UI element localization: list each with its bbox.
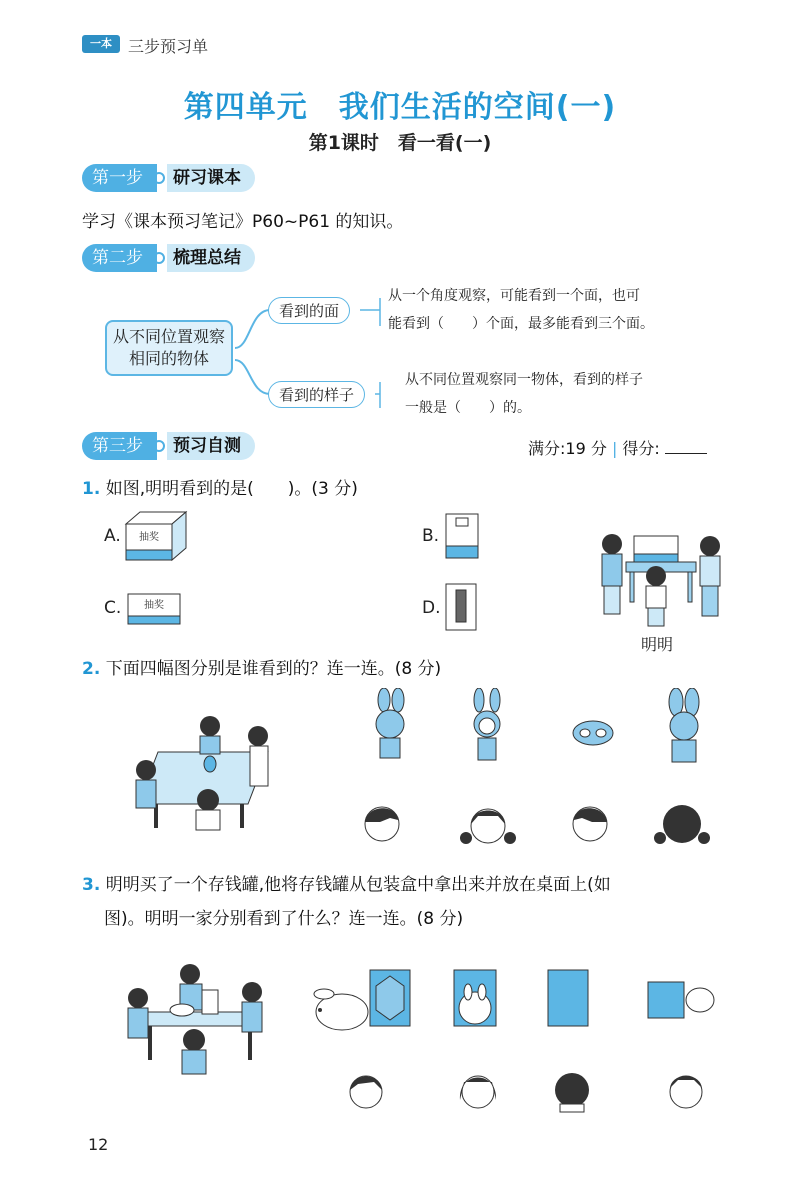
score-separator: |: [611, 439, 618, 458]
step-1-header: [82, 164, 255, 192]
bank-view-box-top-image[interactable]: [646, 978, 716, 1022]
question-3-line2: 图)。明明一家分别看到了什么？连一连。(8 分): [104, 909, 464, 929]
option-d-label: D.: [422, 598, 441, 618]
note-appearance-line2: 一般是（ ）的。: [405, 400, 531, 416]
step-name: 预习自测: [167, 432, 255, 460]
bank-view-rabbit-side-image[interactable]: [306, 980, 372, 1036]
question-1: [82, 474, 358, 499]
mindmap-node-appearance: 看到的样子: [268, 381, 365, 408]
q3-family-table-illustration: [122, 962, 272, 1090]
option-c-label: C.: [104, 598, 122, 618]
q2-table-scene-illustration: [118, 708, 278, 834]
question-text: 如图,明明看到的是( )。(3 分): [105, 479, 358, 499]
q1-caption: 明明: [641, 635, 674, 654]
q1-scene-illustration: [590, 518, 730, 628]
question-number: 2.: [82, 659, 101, 679]
option-a-box-image[interactable]: [124, 510, 190, 562]
step-number: 第一步: [82, 164, 157, 192]
question-3-line1: [82, 870, 611, 895]
step-name: 梳理总结: [167, 244, 255, 272]
step-number: 第二步: [82, 244, 157, 272]
box-label: 抽奖: [139, 532, 159, 543]
doll-view-side-image[interactable]: [360, 688, 420, 768]
mindmap-node-faces: 看到的面: [268, 297, 350, 324]
note-faces-line1: 从一个角度观察，可能看到一个面，也可: [388, 288, 640, 304]
option-a-label: A.: [104, 526, 121, 546]
note-faces-line2: 能看到（ ）个面，最多能看到三个面。: [388, 316, 654, 332]
score-line: [528, 436, 707, 459]
study-text: 学习《课本预习笔记》P60~P61 的知识。: [82, 212, 404, 232]
question-number: 3.: [82, 875, 101, 895]
brand-badge: 一本: [82, 35, 120, 53]
step-name: 研习课本: [167, 164, 255, 192]
brand-text: 三步预习单: [128, 37, 209, 56]
option-b-box-side-image[interactable]: [444, 512, 480, 560]
page-number: 12: [88, 1135, 109, 1154]
bank-view-box-hexagon-image[interactable]: [368, 968, 412, 1028]
question-number: 1.: [82, 479, 101, 499]
child-head-girl-back-image[interactable]: [652, 798, 712, 852]
family-head-girl-image[interactable]: [344, 1068, 388, 1114]
score-blank[interactable]: [665, 453, 707, 454]
doll-view-top-image[interactable]: [568, 716, 618, 750]
step-number: 第三步: [82, 432, 157, 460]
doll-view-front-image[interactable]: [462, 688, 512, 768]
option-c-box-front-image[interactable]: [126, 592, 182, 626]
bank-view-rabbit-front-image[interactable]: [452, 968, 498, 1028]
question-text-line1: 明明买了一个存钱罐,他将存钱罐从包装盒中拿出来并放在桌面上(如: [105, 875, 611, 895]
question-text: 下面四幅图分别是谁看到的？连一连。(8 分): [105, 659, 442, 679]
child-head-boy-other-side-image[interactable]: [566, 800, 612, 850]
full-score: 满分:19 分: [528, 439, 607, 458]
question-2: [82, 654, 441, 679]
family-head-dad-image[interactable]: [664, 1066, 708, 1114]
child-head-boy-side-image[interactable]: [360, 800, 406, 850]
note-appearance-line1: 从不同位置观察同一物体，看到的样子: [405, 372, 643, 388]
unit-title: 第四单元 我们生活的空间(一): [183, 90, 617, 125]
child-head-girl-front-image[interactable]: [458, 800, 518, 852]
family-head-mom-image[interactable]: [456, 1066, 500, 1114]
option-b-label: B.: [422, 526, 440, 546]
lesson-title: 第1课时 看一看(一): [308, 132, 492, 154]
step-3-header: [82, 432, 255, 460]
got-score-label: 得分:: [622, 439, 660, 458]
mindmap-root: 从不同位置观察相同的物体: [105, 320, 233, 376]
step-2-header: [82, 244, 255, 272]
doll-view-back-image[interactable]: [654, 688, 714, 768]
family-head-back-image[interactable]: [550, 1066, 594, 1114]
option-d-box-top-image[interactable]: [444, 582, 478, 632]
bank-view-box-plain-image[interactable]: [546, 968, 590, 1028]
box-label: 抽奖: [144, 600, 164, 611]
